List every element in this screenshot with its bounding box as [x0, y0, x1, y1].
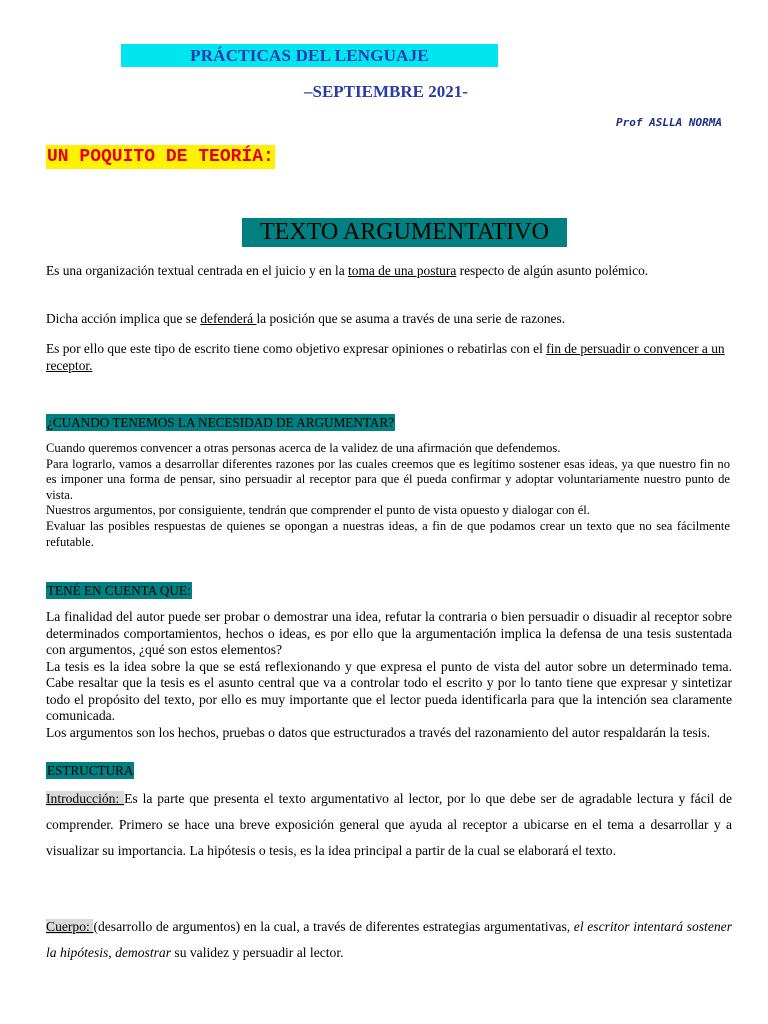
body-label: Cuerpo:: [46, 919, 94, 934]
main-heading: TEXTO ARGUMENTATIVO: [242, 218, 567, 247]
theory-label: UN POQUITO DE TEORÍA:: [47, 147, 274, 167]
section-heading-when: ¿CUANDO TENEMOS LA NECESIDAD DE ARGUMENTAR?: [47, 415, 395, 430]
section-note-body: [46, 609, 732, 741]
section-note-line: Los argumentos son los hechos, pruebas o datos que estructurados a través del razonamiento del autor respaldarán la tesis.: [46, 724, 711, 740]
section-when-line: Cuando queremos convencer a otras personas acerca de la validez de una afirmación que defendemos.: [46, 441, 561, 455]
section-note-line: La finalidad del autor puede ser probar o demostrar una idea, refutar la contraria o bien persuadir o disuadir al receptor sobre determinados comportamientos, hechos o ideas, es por ello que la argumentación implica la defensa de una tesis sustentada con argumentos, ¿qué son estos elementos?: [46, 609, 732, 657]
section-when-line: Para lograrlo, vamos a desarrollar diferentes razones por las cuales creemos que es legítimo sostener esas ideas, ya que nuestro fin no es imponer una forma de pensar, sino persuadir al receptor para que él pueda confirmar y adoptar voluntariamente nuestro punto de vista.: [46, 456, 730, 502]
intro-label: Introducción:: [46, 791, 125, 806]
section-note-line: La tesis es la idea sobre la que se está reflexionando y que expresa el punto de vista del autor sobre un determinado tema. Cabe resaltar que la tesis es el asunto central que va a controlar todo el escrito y por lo tanto tiene que expresar y sintetizar todo el propósito del texto, por ello es muy importante que el lector pueda identificarla para que la intención sea claramente comunicada.: [46, 658, 732, 723]
page-title: PRÁCTICAS DEL LENGUAJE: [121, 44, 498, 67]
section-heading-structure: ESTRUCTURA: [47, 763, 134, 778]
section-heading-note: TENÉ EN CUENTA QUE:: [47, 583, 191, 598]
structure-body-paragraph: Cuerpo: (desarrollo de argumentos) en la cual, a través de diferentes estrategias argumentativas, el escritor intentará sostener la hipótesis, demostrar su validez y persuadir al lector.: [46, 919, 732, 960]
section-when-line: Nuestros argumentos, por consiguiente, tendrán que comprender el punto de vista opuesto y dialogar con él.: [46, 503, 590, 518]
section-when-line: Evaluar las posibles respuestas de quienes se opongan a nuestras ideas, a fin de que podamos crear un texto que no sea fácilmente refutable.: [46, 518, 730, 549]
intro-paragraph-3: Es por ello que este tipo de escrito tiene como objetivo expresar opiniones o rebatirlas con el fin de persuadir o convencer a un receptor.: [46, 341, 725, 373]
structure-intro-paragraph: Introducción: Es la parte que presenta el texto argumentativo al lector, por lo que debe ser de agradable lectura y fácil de comprender. Primero se hace una breve exposición general que ayuda al receptor a ubicarse en el tema a desarrollar y a visualizar su importancia. La hipótesis o tesis, es la idea principal a partir de la cual se elaborará el texto.: [46, 791, 732, 858]
author-label: Prof ASLLA NORMA: [616, 116, 722, 129]
intro-paragraph-2: Dicha acción implica que se defenderá la posición que se asuma a través de una serie de razones.: [46, 311, 566, 326]
intro-paragraph-1: Es una organización textual centrada en el juicio y en la toma de una postura respecto de algún asunto polémico.: [46, 263, 649, 278]
date-label: –SEPTIEMBRE 2021-: [304, 82, 468, 101]
section-when-body: [46, 441, 730, 550]
